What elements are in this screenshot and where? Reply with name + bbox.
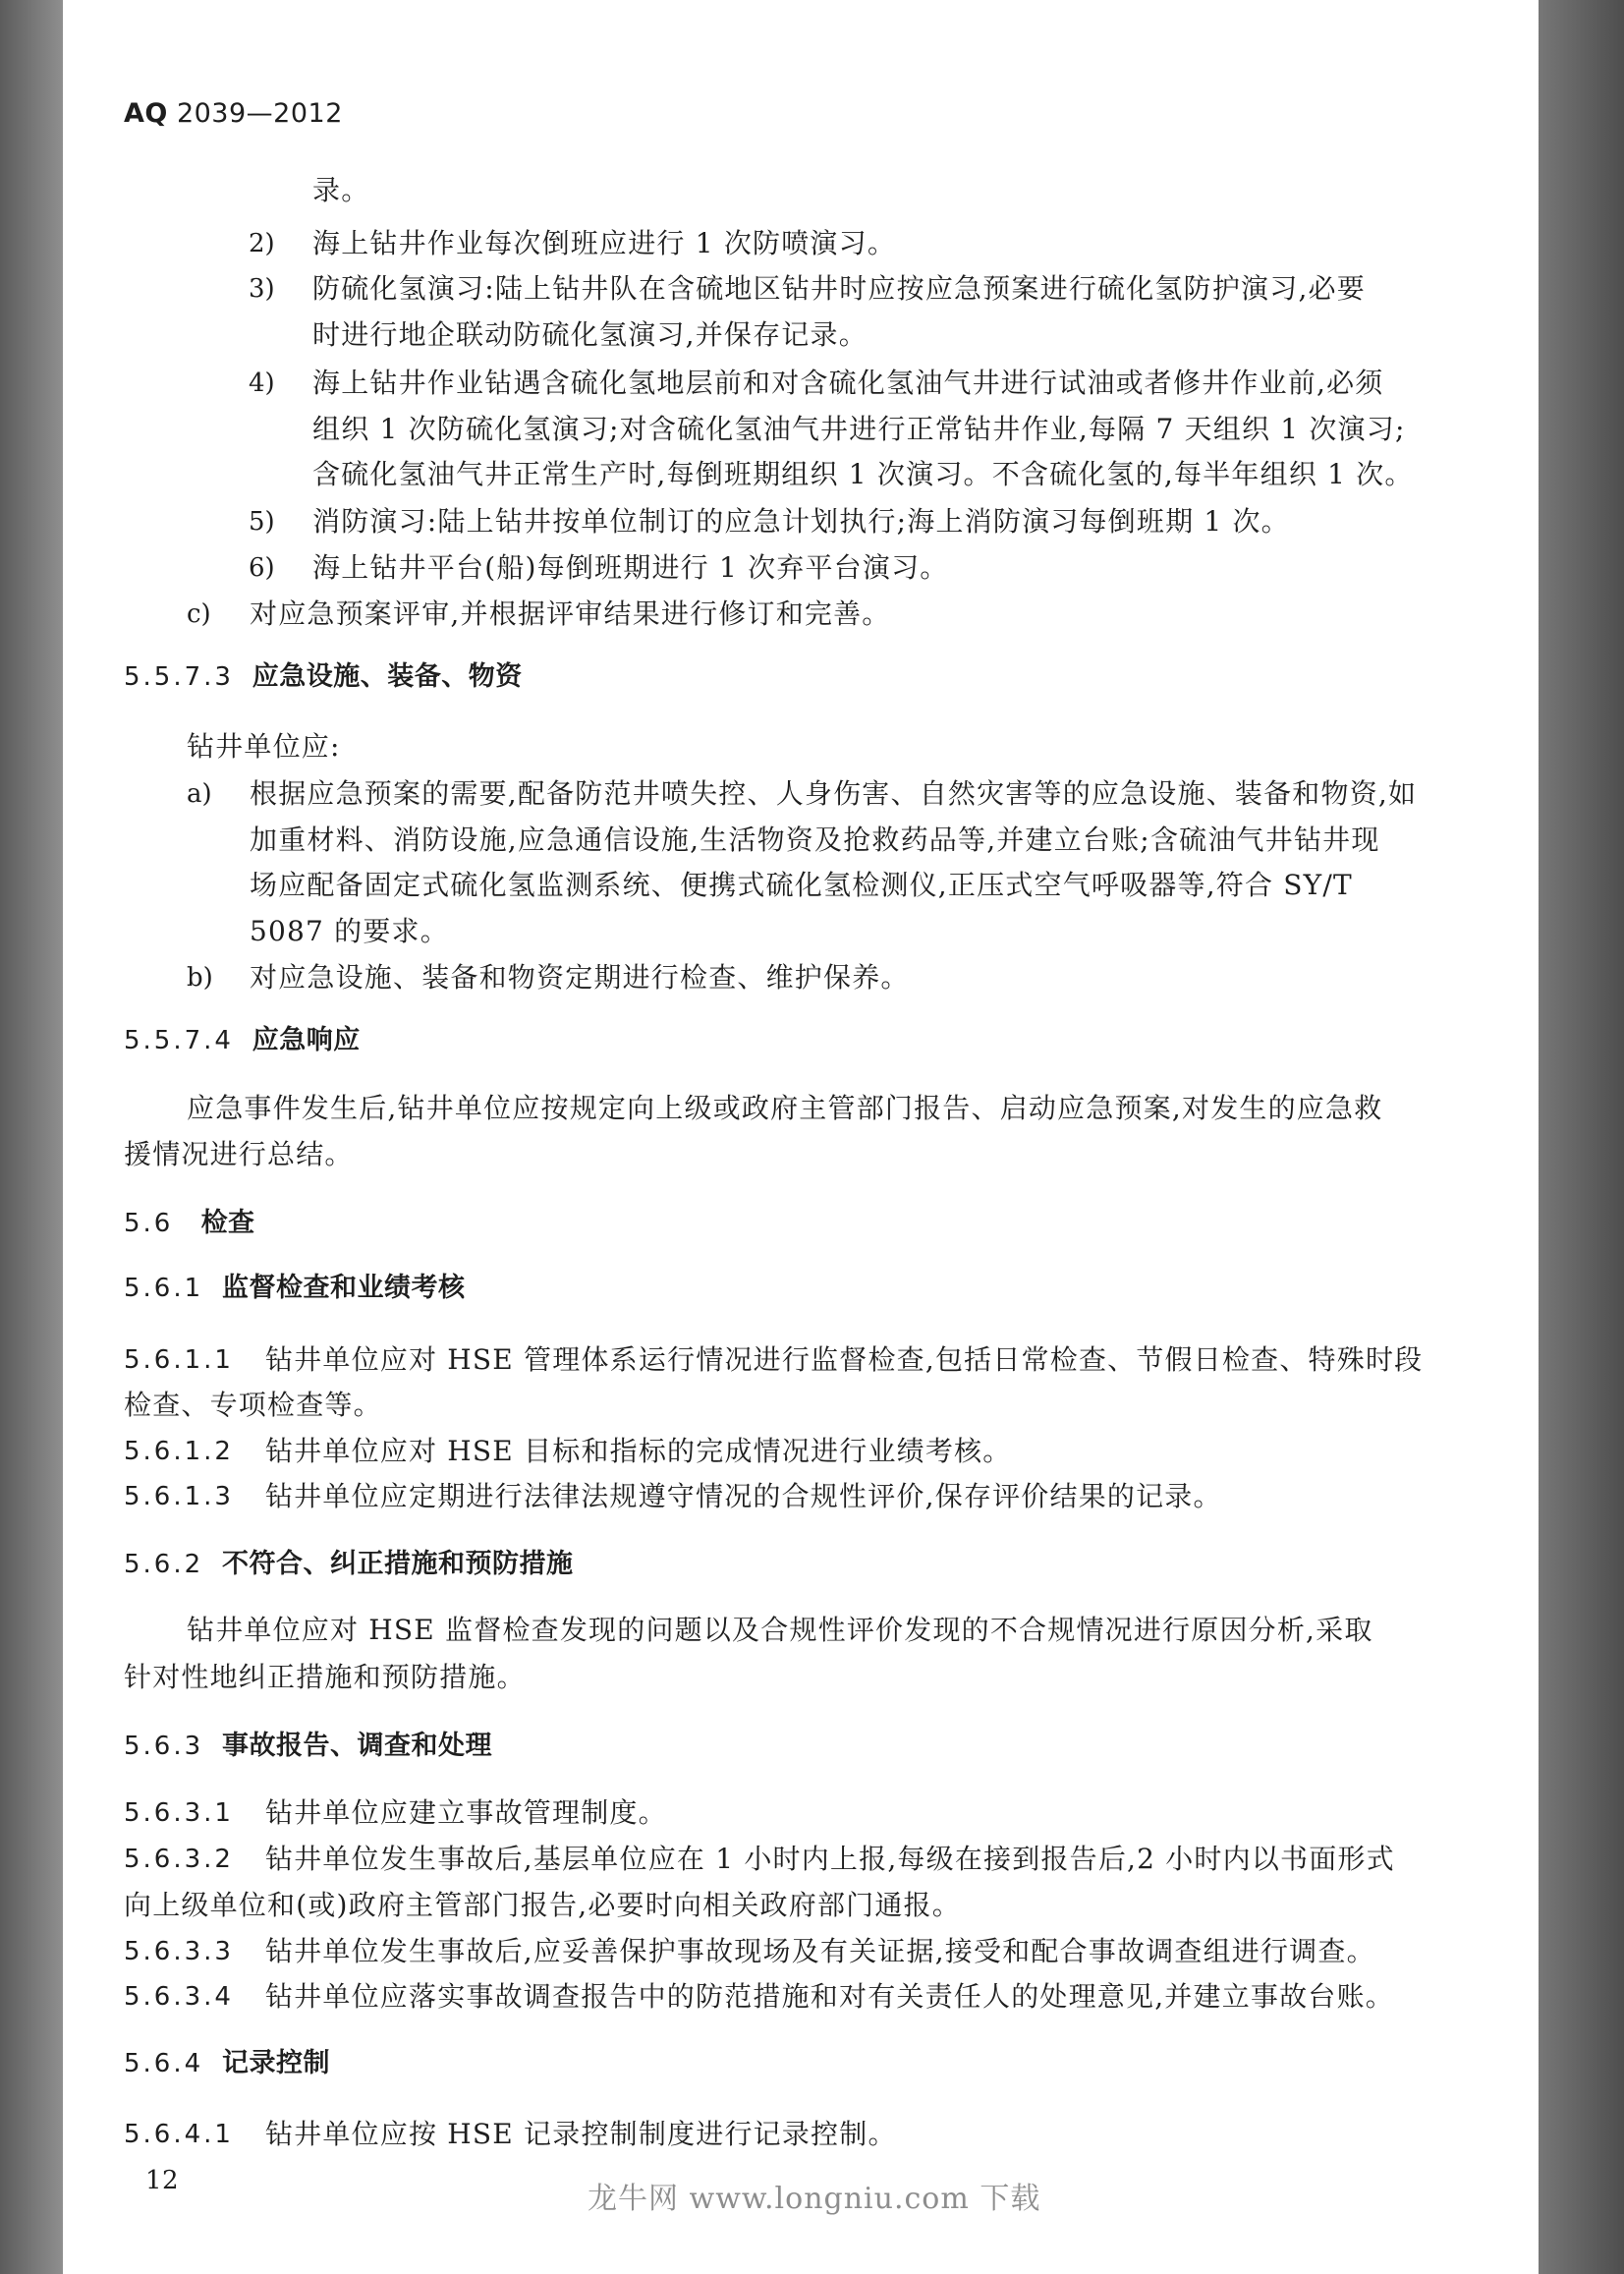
heading-number: 5.5.7.3 <box>124 662 234 692</box>
clause-number: 5.6.4.1 <box>124 2120 234 2149</box>
heading-number: 5.6.1 <box>124 1274 204 1303</box>
clause-text-continuation: 检查、专项检查等。 <box>124 1389 382 1421</box>
list-item: 海上钻井平台(船)每倒班期进行 1 次弃平台演习。 <box>312 551 949 584</box>
section-heading <box>124 1728 492 1764</box>
watermark: 龙牛网 www.longniu.com 下载 <box>588 2182 1041 2216</box>
list-marker: 3) <box>249 274 275 304</box>
scan-right-margin <box>1539 0 1624 2274</box>
clause-text: 钻井单位应落实事故调查报告中的防范措施和对有关责任人的处理意见,并建立事故台账。 <box>265 1980 1394 2013</box>
clause-text: 钻井单位发生事故后,基层单位应在 1 小时内上报,每级在接到报告后,2 小时内以书面形式 <box>265 1843 1395 1875</box>
clause-text: 钻井单位应对 HSE 管理体系运行情况进行监督检查,包括日常检查、节假日检查、特殊时段 <box>265 1343 1424 1376</box>
clause-number: 5.6.3.2 <box>124 1845 234 1874</box>
list-item-continuation: 含硫化氢油气井正常生产时,每倒班期组织 1 次演习。不含硫化氢的,每半年组织 1 次。 <box>312 458 1414 490</box>
list-item: 对应急预案评审,并根据评审结果进行修订和完善。 <box>250 597 891 630</box>
standard-code-prefix: AQ <box>124 98 168 129</box>
standard-code <box>124 96 343 132</box>
heading-title: 记录控制 <box>221 2048 330 2078</box>
heading-title: 应急设施、装备、物资 <box>252 661 523 692</box>
clause-text: 钻井单位应按 HSE 记录控制制度进行记录控制。 <box>265 2118 897 2150</box>
list-item: 海上钻井作业钻遇含硫化氢地层前和对含硫化氢油气井进行试油或者修井作业前,必须 <box>312 367 1384 399</box>
list-marker: a) <box>187 779 212 809</box>
list-item-continuation: 场应配备固定式硫化氢监测系统、便携式硫化氢检测仪,正压式空气呼吸器等,符合 SY/T <box>250 869 1353 901</box>
clause-number: 5.6.3.4 <box>124 1982 234 2012</box>
clause-text: 钻井单位应定期进行法律法规遵守情况的合规性评价,保存评价结果的记录。 <box>265 1480 1222 1512</box>
heading-number: 5.6.2 <box>124 1550 204 1579</box>
heading-number: 5.6.4 <box>124 2049 204 2078</box>
section-heading <box>124 1546 573 1582</box>
section-heading <box>124 658 523 695</box>
list-item-continuation: 组织 1 次防硫化氢演习;对含硫化氢油气井进行正常钻井作业,每隔 7 天组织 1 次演习; <box>312 413 1406 445</box>
list-item-continuation: 时进行地企联动防硫化氢演习,并保存记录。 <box>312 318 868 351</box>
list-item: 消防演习:陆上钻井按单位制订的应急计划执行;海上消防演习每倒班期 1 次。 <box>312 505 1290 538</box>
clause-number: 5.6.3.1 <box>124 1798 234 1828</box>
clause-text: 钻井单位发生事故后,应妥善保护事故现场及有关证据,接受和配合事故调查组进行调查。 <box>265 1935 1375 1967</box>
paragraph-continuation: 针对性地纠正措施和预防措施。 <box>124 1661 526 1693</box>
heading-title: 不符合、纠正措施和预防措施 <box>221 1549 574 1579</box>
list-marker: b) <box>187 963 213 993</box>
section-heading <box>124 1270 465 1306</box>
heading-number: 5.6 <box>124 1209 174 1238</box>
clause-text: 钻井单位应建立事故管理制度。 <box>265 1796 667 1829</box>
clause-number: 5.6.1.2 <box>124 1437 234 1466</box>
section-heading <box>124 1205 255 1241</box>
list-item: 防硫化氢演习:陆上钻井队在含硫地区钻井时应按应急预案进行硫化氢防护演习,必要 <box>312 272 1366 305</box>
section-heading <box>124 1022 361 1058</box>
document-page <box>63 0 1539 2274</box>
heading-title: 检查 <box>200 1208 255 1238</box>
standard-code-number: 2039—2012 <box>176 98 343 129</box>
list-item-continuation: 5087 的要求。 <box>250 915 449 947</box>
list-item: 海上钻井作业每次倒班应进行 1 次防喷演习。 <box>312 227 897 259</box>
heading-title: 应急响应 <box>252 1025 361 1055</box>
list-marker: 4) <box>249 369 275 398</box>
list-item-continuation: 加重材料、消防设施,应急通信设施,生活物资及抢救药品等,并建立台账;含硫油气井钻井现 <box>250 824 1380 856</box>
list-continuation: 录。 <box>312 174 370 206</box>
scan-left-margin <box>0 0 63 2274</box>
list-item: 对应急设施、装备和物资定期进行检查、维护保养。 <box>250 961 910 994</box>
list-marker: 6) <box>249 553 275 583</box>
clause-number: 5.6.3.3 <box>124 1937 234 1966</box>
clause-number: 5.6.1.1 <box>124 1345 234 1375</box>
list-marker: c) <box>187 599 211 629</box>
clause-text: 钻井单位应对 HSE 目标和指标的完成情况进行业绩考核。 <box>265 1435 1012 1467</box>
paragraph: 应急事件发生后,钻井单位应按规定向上级或政府主管部门报告、启动应急预案,对发生的应急救 <box>187 1092 1383 1124</box>
heading-title: 事故报告、调查和处理 <box>221 1731 492 1761</box>
section-heading <box>124 2045 330 2081</box>
paragraph-continuation: 援情况进行总结。 <box>124 1138 354 1170</box>
list-marker: 5) <box>249 507 275 537</box>
list-item: 根据应急预案的需要,配备防范井喷失控、人身伤害、自然灾害等的应急设施、装备和物资,如 <box>250 777 1418 810</box>
heading-number: 5.5.7.4 <box>124 1026 234 1055</box>
heading-title: 监督检查和业绩考核 <box>221 1273 466 1303</box>
clause-number: 5.6.1.3 <box>124 1482 234 1511</box>
paragraph: 钻井单位应对 HSE 监督检查发现的问题以及合规性评价发现的不合规情况进行原因分析,采取 <box>187 1614 1373 1646</box>
list-marker: 2) <box>249 229 275 258</box>
heading-number: 5.6.3 <box>124 1732 204 1761</box>
page-number: 12 <box>145 2166 180 2195</box>
clause-text-continuation: 向上级单位和(或)政府主管部门报告,必要时向相关政府部门通报。 <box>124 1889 961 1921</box>
paragraph: 钻井单位应: <box>187 730 341 763</box>
